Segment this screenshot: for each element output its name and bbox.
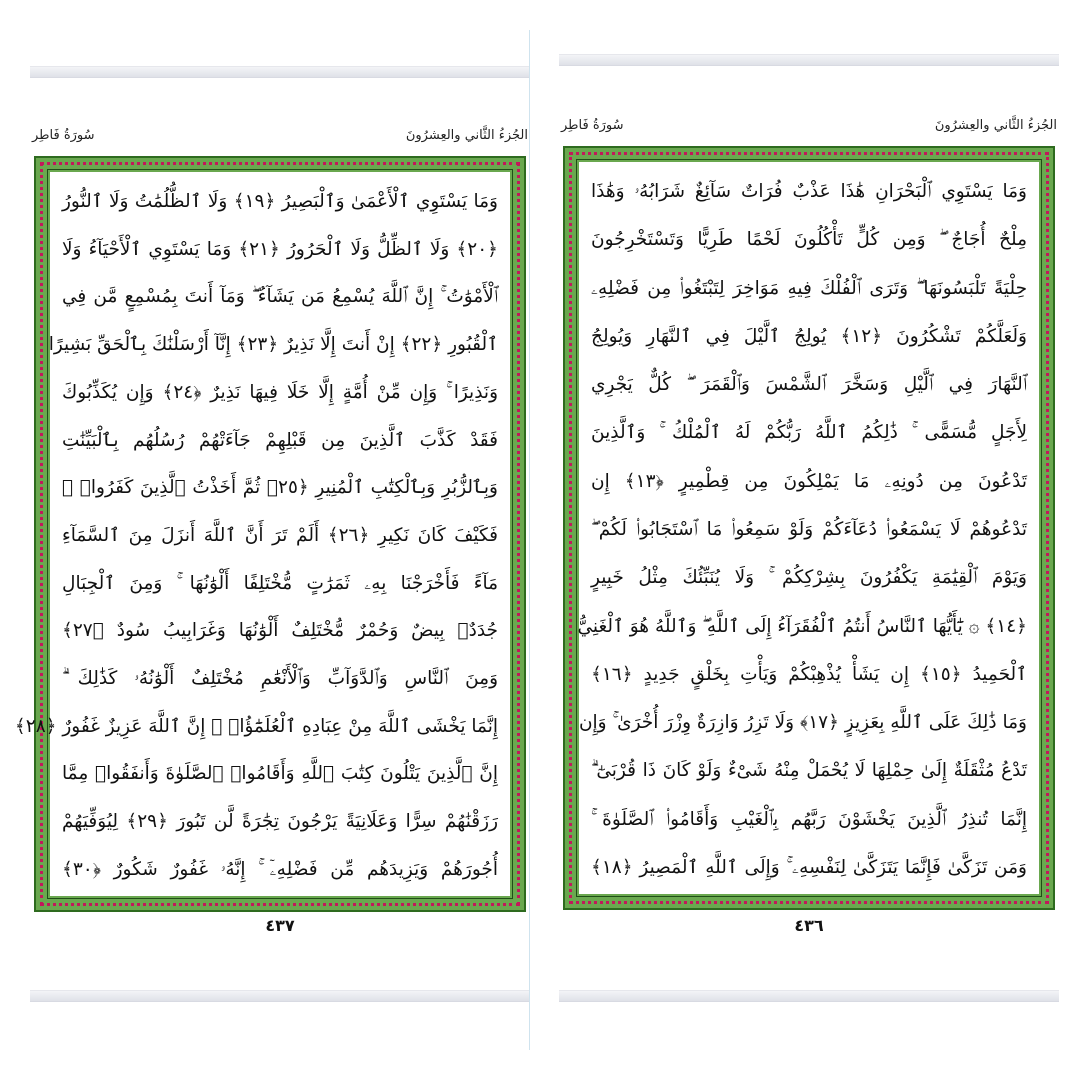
text-line: لِأَجَلٍ مُّسَمًّى ۚ ذَٰلِكُمُ ٱللَّهُ رَبُّكُمْ لَهُ ٱلْمُلْكُ ۚ وَٱلَّذِينَ [591,422,1027,444]
quran-page-left [14,30,530,1050]
text-line: ﴿١٤﴾ ۞ يَٰٓأَيُّهَا ٱلنَّاسُ أَنتُمُ ٱلْفُقَرَآءُ إِلَى ٱللَّهِ ۖ وَٱللَّهُ هُوَ ٱلْغَنِيُّ [577,615,1027,637]
text-line: وَمَا يَسْتَوِي ٱلْبَحْرَانِ هَٰذَا عَذْبٌ فُرَاتٌ سَآئِغٌ شَرَابُهُۥ وَهَٰذَا [591,181,1027,202]
top-bar [30,66,530,78]
bottom-bar [30,990,530,1002]
page-number: ٤٣٧ [265,916,295,935]
text-line: وَمِنَ ٱلنَّاسِ وَٱلدَّوَآبِّ وَٱلْأَنْعَٰمِ مُخْتَلِفٌ أَلْوَٰنُهُۥ كَذَٰلِكَ ۗ [62,668,498,690]
text-line: ٱلْحَمِيدُ ﴿١٥﴾ إِن يَشَأْ يُذْهِبْكُمْ وَيَأْتِ بِخَلْقٍ جَدِيدٍ ﴿١٦﴾ [591,663,1027,685]
juz-label: الجُزءُ الثَّاني والعِشرُونَ [934,118,1057,133]
ornamental-frame [565,148,1053,908]
text-line: وَلَعَلَّكُمْ تَشْكُرُونَ ﴿١٢﴾ يُولِجُ ٱلَّيْلَ فِي ٱلنَّهَارِ وَيُولِجُ [591,325,1027,347]
quran-page-right [559,30,1059,1050]
verse-text-block [14,182,499,890]
text-line: إِنَّمَا تُنذِرُ ٱلَّذِينَ يَخْشَوْنَ رَبَّهُم بِٱلْغَيْبِ وَأَقَامُوا۟ ٱلصَّلَوٰةَ ۚ [591,808,1027,830]
text-line: حِلْيَةً تَلْبَسُونَهَا ۖ وَتَرَى ٱلْفُلْكَ فِيهِ مَوَاخِرَ لِتَبْتَغُوا۟ مِن فَضْلِهِۦ [591,277,1027,299]
text-line: جُدَدٌۢ بِيضٌ وَحُمْرٌ مُّخْتَلِفٌ أَلْوَٰنُهَا وَغَرَابِيبُ سُودٌ ﴿٢٧﴾ [62,620,498,642]
text-line: إِنَّمَا يَخْشَى ٱللَّهَ مِنْ عِبَادِهِ ٱلْعُلَمَٰٓؤُا۟ ۗ إِنَّ ٱللَّهَ عَزِيزٌ غَفُورٌ ﴿٢٨﴾ [14,715,498,737]
verse-text-block [577,172,1027,888]
text-line: وَنَذِيرًا ۚ وَإِن مِّنْ أُمَّةٍ إِلَّا خَلَا فِيهَا نَذِيرٌ ﴿٢٤﴾ وَإِن يُكَذِّبُوكَ [62,381,498,403]
ornamental-frame [14,158,524,910]
text-line: ٱلْأَمْوَٰتُ ۚ إِنَّ ٱللَّهَ يُسْمِعُ مَن يَشَآءُ ۖ وَمَآ أَنتَ بِمُسْمِعٍ مَّن فِي [62,286,498,308]
text-line: فَكَيْفَ كَانَ نَكِيرِ ﴿٢٦﴾ أَلَمْ تَرَ أَنَّ ٱللَّهَ أَنزَلَ مِنَ ٱلسَّمَآءِ [62,524,499,546]
page-header [559,118,1059,140]
text-line: وَمَن تَزَكَّىٰ فَإِنَّمَا يَتَزَكَّىٰ لِنَفْسِهِۦ ۚ وَإِلَى ٱللَّهِ ٱلْمَصِيرُ ﴿١٨﴾ [591,856,1027,878]
text-line: ٱلْقُبُورِ ﴿٢٢﴾ إِنْ أَنتَ إِلَّا نَذِيرٌ ﴿٢٣﴾ إِنَّآ أَرْسَلْنَٰكَ بِٱلْحَقِّ بَشِيرًا [48,334,498,356]
top-bar [559,54,1059,66]
text-line: مِلْحٌ أُجَاجٌ ۖ وَمِن كُلٍّ تَأْكُلُونَ لَحْمًا طَرِيًّا وَتَسْتَخْرِجُونَ [591,229,1027,251]
text-line: فَقَدْ كَذَّبَ ٱلَّذِينَ مِن قَبْلِهِمْ جَآءَتْهُمْ رُسُلُهُم بِٱلْبَيِّنَٰتِ [62,429,498,451]
text-line: ﴿٢٠﴾ وَلَا ٱلظِّلُّ وَلَا ٱلْحَرُورُ ﴿٢١﴾ وَمَا يَسْتَوِي ٱلْأَحْيَآءُ وَلَا [62,238,498,260]
text-line: إِنَّ ٱلَّذِينَ يَتْلُونَ كِتَٰبَ ٱللَّهِ وَأَقَامُوا۟ ٱلصَّلَوٰةَ وَأَنفَقُوا۟ مِمَّا [62,763,498,785]
bottom-bar [559,990,1059,1002]
page-divider [529,30,530,1050]
text-line: وَمَا يَسْتَوِي ٱلْأَعْمَىٰ وَٱلْبَصِيرُ ﴿١٩﴾ وَلَا ٱلظُّلُمَٰتُ وَلَا ٱلنُّورُ [62,191,498,212]
text-line: تَدْعُوهُمْ لَا يَسْمَعُوا۟ دُعَآءَكُمْ وَلَوْ سَمِعُوا۟ مَا ٱسْتَجَابُوا۟ لَكُمْ ۖ [591,518,1027,540]
text-line: تَدْعُونَ مِن دُونِهِۦ مَا يَمْلِكُونَ مِن قِطْمِيرٍ ﴿١٣﴾ إِن [591,470,1027,492]
text-line: وَبِٱلزُّبُرِ وَبِٱلْكِتَٰبِ ٱلْمُنِيرِ ﴿٢٥﴾ ثُمَّ أَخَذْتُ ٱلَّذِينَ كَفَرُوا۟ ۖ [62,477,498,499]
text-line: رَزَقْنَٰهُمْ سِرًّا وَعَلَانِيَةً يَرْجُونَ تِجَٰرَةً لَّن تَبُورَ ﴿٢٩﴾ لِيُوَفِّيَهُمْ [62,811,499,833]
surah-label: سُورَةُ فَاطِر [32,128,95,143]
page-header [30,128,530,150]
page-number: ٤٣٦ [794,916,824,935]
text-line: مَآءً فَأَخْرَجْنَا بِهِۦ ثَمَرَٰتٍ مُّخْتَلِفًا أَلْوَٰنُهَا ۚ وَمِنَ ٱلْجِبَالِ [62,572,498,594]
surah-label: سُورَةُ فَاطِر [561,118,624,133]
text-line: أُجُورَهُمْ وَيَزِيدَهُم مِّن فَضْلِهِۦٓ ۚ إِنَّهُۥ غَفُورٌ شَكُورٌ ﴿٣٠﴾ [62,858,498,880]
juz-label: الجُزءُ الثَّاني والعِشرُونَ [405,128,528,143]
text-line: وَمَا ذَٰلِكَ عَلَى ٱللَّهِ بِعَزِيزٍ ﴿١٧﴾ وَلَا تَزِرُ وَازِرَةٌ وِزْرَ أُخْرَىٰ ۚ وَإِن [578,712,1027,734]
text-line: ٱلنَّهَارَ فِي ٱلَّيْلِ وَسَخَّرَ ٱلشَّمْسَ وَٱلْقَمَرَ ۖ كُلٌّ يَجْرِي [591,374,1027,396]
text-line: وَيَوْمَ ٱلْقِيَٰمَةِ يَكْفُرُونَ بِشِرْكِكُمْ ۚ وَلَا يُنَبِّئُكَ مِثْلُ خَبِيرٍ [591,567,1027,589]
text-line: تَدْعُ مُثْقَلَةٌ إِلَىٰ حِمْلِهَا لَا يُحْمَلْ مِنْهُ شَىْءٌ وَلَوْ كَانَ ذَا قُرْبَىٰٓ ۗ [591,760,1027,782]
